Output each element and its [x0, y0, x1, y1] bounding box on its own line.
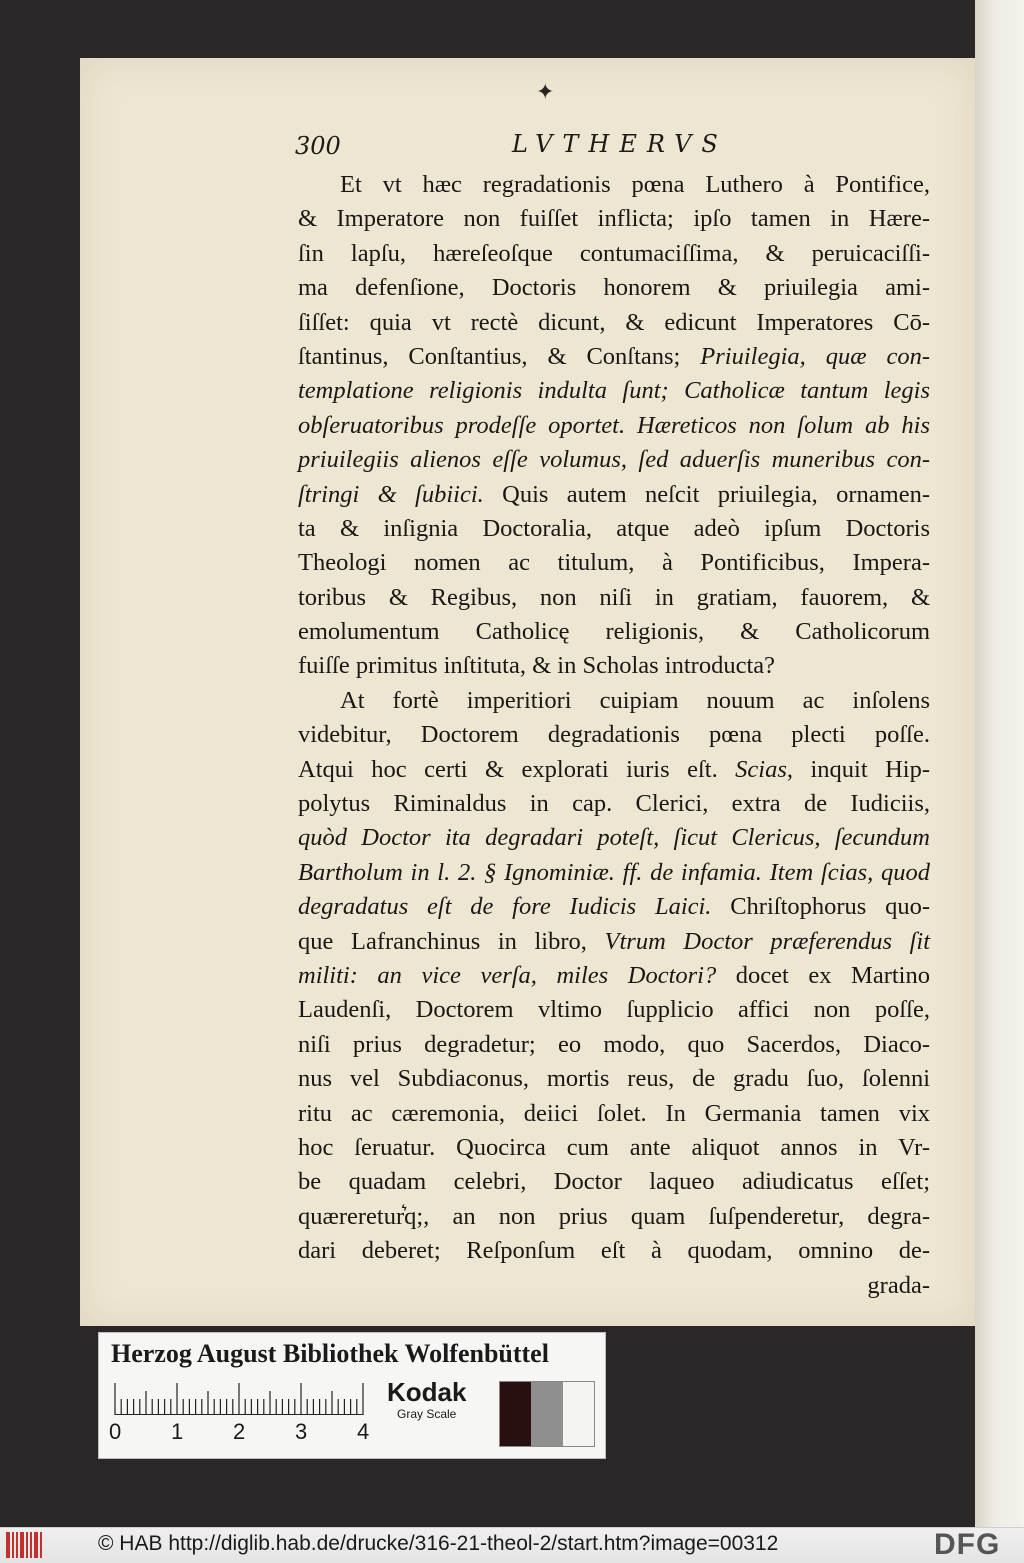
text-line: [298, 615, 930, 649]
text-roman: ſin lapſu, hæreſeoſque contumaciſſima, & peruicaciſſi-: [298, 239, 930, 267]
text-line: [298, 959, 930, 993]
text-line: [298, 1028, 930, 1062]
color-target: [98, 1332, 606, 1459]
text-roman: Et vt hæc regradationis pœna Luthero à Pontifice,: [340, 171, 930, 198]
text-italic: militi: an vice verſa, miles Doctori?: [298, 961, 717, 989]
text-line: [298, 374, 930, 408]
gray-patch: [500, 1382, 531, 1446]
gray-scale-label: Gray Scale: [397, 1407, 457, 1421]
gray-patches: [499, 1381, 595, 1447]
text-roman: ta & inſignia Doctoralia, atque adeò ipſum Doctoris: [298, 514, 930, 542]
text-line: [298, 821, 930, 855]
text-line: [298, 1097, 930, 1131]
barcode-bar: [40, 1532, 42, 1558]
text-italic: quòd Doctor ita degradari poteſt, ſicut Clericus, ſecundum: [298, 824, 930, 852]
text-line: [298, 925, 930, 959]
ruler-ticks: [111, 1381, 373, 1415]
gray-patch: [563, 1382, 594, 1446]
text-line: [298, 168, 930, 202]
ruler-labels: [105, 1419, 375, 1447]
text-italic: Priuilegia, quæ con-: [700, 342, 930, 370]
text-line: [298, 890, 930, 924]
ruler-label: 0: [109, 1419, 122, 1444]
text-line: [298, 237, 930, 271]
text-line: [298, 546, 930, 580]
text-roman: toribus & Regibus, non niſi in gratiam, fauorem, &: [298, 583, 930, 611]
barcode-bar: [26, 1532, 28, 1558]
text-roman: quæreretur͛q;, an non prius quam ſuſpenderetur, degra-: [298, 1202, 930, 1230]
text-line: [298, 202, 930, 236]
text-roman: hoc ſeruatur. Quocirca cum ante aliquot annos in Vr-: [298, 1133, 930, 1161]
text-roman: niſi prius degradetur; eo modo, quo Sacerdos, Diaco-: [298, 1030, 930, 1058]
page-number: 300: [295, 132, 341, 160]
barcode-bar: [12, 1532, 14, 1558]
text-line: [298, 1131, 930, 1165]
text-line: [298, 443, 930, 477]
text-line: [298, 649, 930, 683]
barcode-bar: [20, 1532, 24, 1558]
text-line: [298, 1165, 930, 1199]
text-italic: degradatus eſt de fore Iudicis Laici.: [298, 893, 712, 921]
text-roman: At fortè imperitiori cuipiam nouum ac inſolens: [340, 686, 930, 714]
copyright-link[interactable]: © HAB http://diglib.hab.de/drucke/316-21-theol-2/start.htm?image=00312: [98, 1532, 779, 1555]
ruler-label: 2: [233, 1419, 246, 1444]
text-line: [298, 1062, 930, 1096]
text-italic: Bartholum in l. 2. § Ignominiæ. ff. de infamia. Item ſcias, quod: [298, 858, 930, 886]
text-roman: Atqui hoc certi & explorati iuris eſt.: [298, 755, 736, 783]
text-roman: polytus Riminaldus in cap. Clerici, extra de Iudiciis,: [298, 790, 930, 818]
barcode-bar: [34, 1532, 38, 1558]
text-roman: ma defenſione, Doctoris honorem & priuilegia ami-: [298, 274, 930, 302]
text-line: [298, 993, 930, 1027]
barcode-bar: [16, 1532, 18, 1558]
text-italic: priuilegiis alienos eſſe volumus, ſed aduerſis muneribus con-: [298, 446, 930, 474]
kodak-logo: Kodak: [387, 1377, 467, 1407]
text-line: [298, 581, 930, 615]
text-line: [298, 856, 930, 890]
text-italic: Scias: [735, 755, 787, 783]
text-roman: Chriſtophorus quo-: [711, 893, 930, 921]
text-line: [298, 478, 930, 512]
text-roman: fuiſſe primitus inſtituta, & in Scholas introducta?: [298, 652, 775, 680]
ruler-label: 1: [171, 1419, 184, 1444]
text-roman: que Lafranchinus in libro,: [298, 927, 605, 955]
text-roman: grada-: [867, 1271, 930, 1299]
text-roman: be quadam celebri, Doctor laqueo adiudicatus eſſet;: [298, 1168, 930, 1196]
gray-patch: [531, 1382, 562, 1446]
text-line: [298, 409, 930, 443]
text-line: [298, 306, 930, 340]
text-roman: dari deberet; Reſponſum eſt à quodam, omnino de-: [298, 1237, 930, 1265]
text-line: [298, 684, 930, 718]
text-italic: ſtringi & ſubiici.: [298, 480, 484, 508]
ornament-mark: ✦: [536, 80, 555, 105]
text-line: [298, 340, 930, 374]
text-italic: Vtrum Doctor præferendus ſit: [604, 927, 931, 955]
text-roman: videbitur, Doctorem degradationis pœna plecti poſſe.: [298, 721, 930, 749]
text-line: [298, 1269, 930, 1303]
text-roman: Laudenſi, Doctorem vltimo ſupplicio affici non poſſe,: [298, 996, 930, 1024]
text-roman: ritu ac cæremonia, deiici ſolet. In Germania tamen vix: [298, 1099, 930, 1127]
text-roman: emolumentum Catholicę religionis, & Catholicorum: [298, 618, 930, 646]
barcode-bar: [6, 1532, 10, 1558]
text-roman: nus vel Subdiaconus, mortis reus, de gradu ſuo, ſolenni: [298, 1065, 930, 1093]
text-line: [298, 1200, 930, 1234]
ruler-label: 3: [295, 1419, 308, 1444]
text-italic: templatione religionis indulta ſunt; Catholicæ tantum legis: [298, 377, 930, 405]
text-roman: Quis autem neſcit priuilegia, ornamen-: [483, 480, 930, 508]
text-line: [298, 1234, 930, 1268]
text-line: [298, 718, 930, 752]
text-line: [298, 271, 930, 305]
hab-barcode-icon: [6, 1532, 46, 1558]
target-title: Herzog August Bibliothek Wolfenbüttel: [111, 1339, 549, 1368]
text-roman: & Imperatore non fuiſſet inflicta; ipſo tamen in Hære-: [298, 205, 930, 233]
text-roman: Theologi nomen ac titulum, à Pontificibus, Impera-: [298, 549, 930, 577]
ruler-label: 4: [357, 1419, 370, 1444]
text-roman: ſtantinus, Conſtantius, & Conſtans;: [298, 342, 701, 370]
barcode-bar: [30, 1532, 32, 1558]
text-line: [298, 753, 930, 787]
text-roman: , inquit Hip-: [786, 755, 930, 783]
running-head: LVTHERVS: [512, 130, 728, 158]
text-line: [298, 512, 930, 546]
text-line: [298, 787, 930, 821]
adjacent-page-edge: [975, 0, 1024, 1545]
dfg-logo: DFG: [934, 1528, 1001, 1561]
text-italic: obſeruatoribus prodeſſe oportet. Hæreticos non ſolum ab his: [298, 411, 930, 439]
text-roman: ſiſſet: quia vt rectè dicunt, & edicunt Imperatores Cō-: [298, 308, 930, 336]
page-text: [298, 168, 930, 1303]
text-roman: docet ex Martino: [716, 961, 930, 989]
